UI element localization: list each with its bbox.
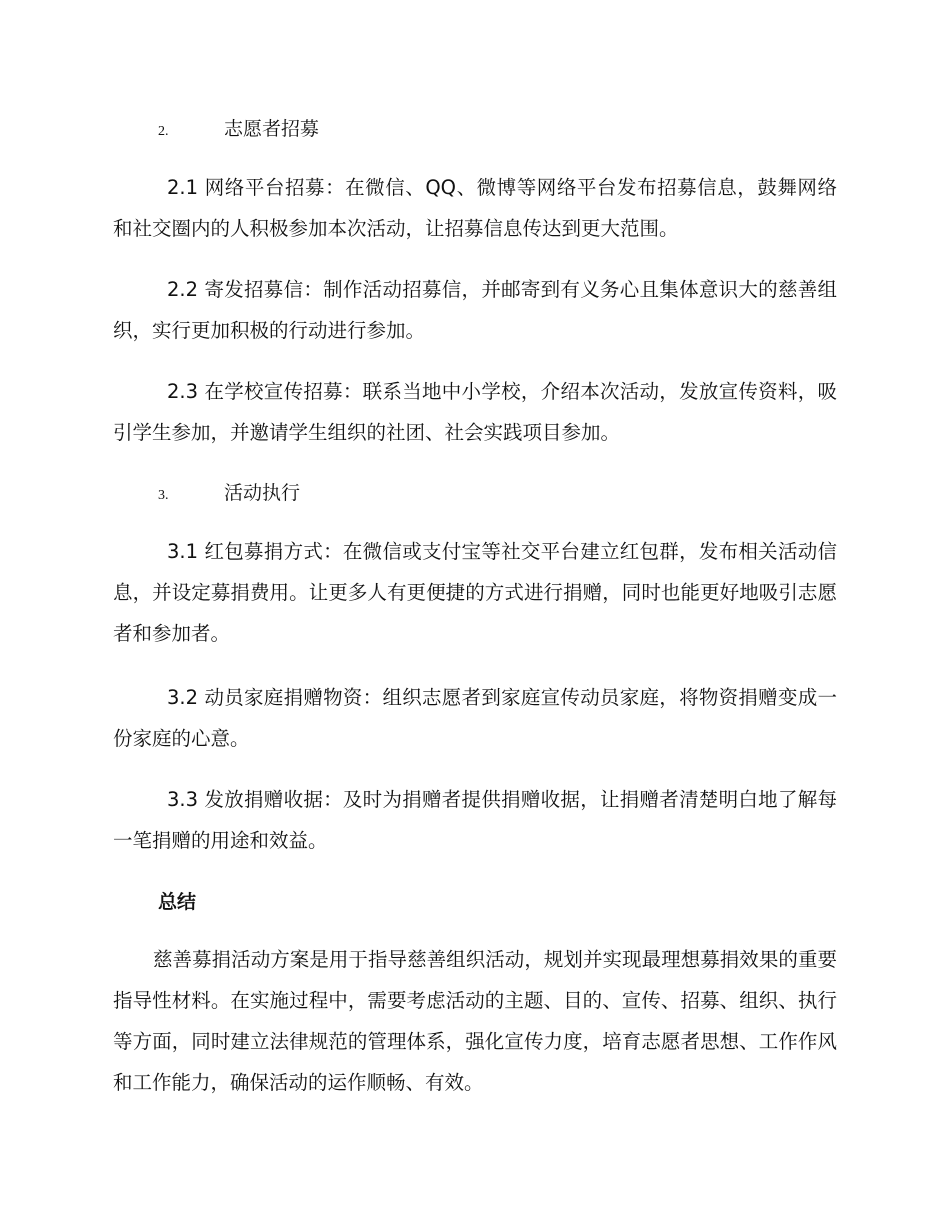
section-heading-volunteer-recruitment [158,115,319,146]
section-number: 3. [158,488,169,503]
paragraph-2-2: 2.2 寄发招募信：制作活动招募信，并邮寄到有义务心且集体意识大的慈善组织，实行更加积极的行动进行参加。 [113,278,837,342]
paragraph-3-1: 3.1 红包募捐方式：在微信或支付宝等社交平台建立红包群，发布相关活动信息，并设定募捐费用。让更多人有更便捷的方式进行捐赠，同时也能更好地吸引志愿者和参加者。 [113,540,837,645]
section-number: 2. [158,124,169,139]
summary-heading: 总结 [158,891,197,913]
paragraph-3-2: 3.2 动员家庭捐赠物资：组织志愿者到家庭宣传动员家庭，将物资捐赠变成一份家庭的心意。 [113,686,837,750]
section-title: 活动执行 [224,482,301,504]
paragraph-2-1: 2.1 网络平台招募：在微信、QQ、微博等网络平台发布招募信息，鼓舞网络和社交圈内的人积极参加本次活动，让招募信息传达到更大范围。 [113,176,837,240]
section-title: 志愿者招募 [224,118,320,140]
section-heading-activity-execution [158,479,300,510]
paragraph-2-3: 2.3 在学校宣传招募：联系当地中小学校，介绍本次活动，发放宣传资料，吸引学生参加，并邀请学生组织的社团、社会实践项目参加。 [113,380,837,444]
summary-paragraph: 慈善募捐活动方案是用于指导慈善组织活动，规划并实现最理想募捐效果的重要指导性材料。在实施过程中，需要考虑活动的主题、目的、宣传、招募、组织、执行等方面，同时建立法律规范的管理体系，强化宣传力度，培育志愿者思想、工作作风和工作能力，确保活动的运作顺畅、有效。 [113,948,837,1094]
paragraph-3-3: 3.3 发放捐赠收据：及时为捐赠者提供捐赠收据，让捐赠者清楚明白地了解每一笔捐赠的用途和效益。 [113,788,837,852]
